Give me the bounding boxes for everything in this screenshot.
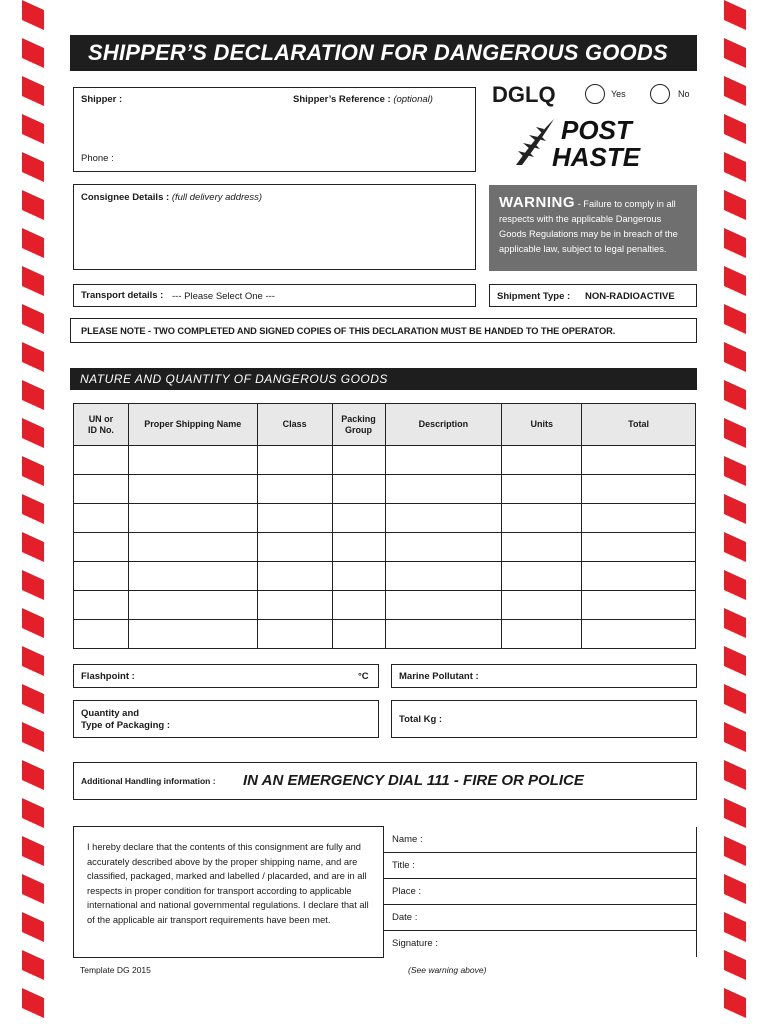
table-cell[interactable]: [385, 591, 502, 620]
transport-details-field[interactable]: [73, 284, 476, 307]
form-title: SHIPPER’S DECLARATION FOR DANGEROUS GOODS: [88, 40, 668, 65]
shipment-type-label: Shipment Type :: [497, 291, 571, 302]
table-cell[interactable]: [128, 504, 257, 533]
logo-text-haste: HASTE: [552, 142, 641, 169]
col-units: Units: [502, 404, 582, 446]
table-cell[interactable]: [502, 475, 582, 504]
dglq-no-label: No: [678, 89, 690, 99]
col-total: Total: [582, 404, 696, 446]
notice-text: PLEASE NOTE - TWO COMPLETED AND SIGNED COPIES OF THIS DECLARATION MUST BE HANDED TO THE OPERATOR.: [81, 326, 616, 336]
table-cell[interactable]: [74, 475, 129, 504]
table-cell[interactable]: [74, 533, 129, 562]
table-cell[interactable]: [502, 504, 582, 533]
nature-section-bar: [70, 368, 697, 390]
table-cell[interactable]: [332, 620, 385, 649]
table-cell[interactable]: [502, 446, 582, 475]
handling-label: Additional Handling information :: [81, 776, 216, 786]
table-cell[interactable]: [582, 504, 696, 533]
consignee-label: Consignee Details : (full delivery address): [81, 192, 263, 203]
table-row: [74, 562, 696, 591]
col-un-id: UN or ID No.: [74, 404, 129, 446]
place-field[interactable]: [383, 879, 697, 905]
table-cell[interactable]: [332, 562, 385, 591]
signature-field[interactable]: [383, 931, 697, 957]
shipment-type-value[interactable]: NON-RADIOACTIVE: [585, 291, 675, 302]
date-label: Date :: [392, 912, 418, 923]
table-cell[interactable]: [582, 446, 696, 475]
table-cell[interactable]: [582, 591, 696, 620]
post-haste-logo: [514, 113, 669, 169]
place-label: Place :: [392, 886, 422, 897]
table-cell[interactable]: [332, 533, 385, 562]
table-row: [74, 475, 696, 504]
col-proper-shipping-name: Proper Shipping Name: [128, 404, 257, 446]
table-cell[interactable]: [385, 620, 502, 649]
table-cell[interactable]: [385, 533, 502, 562]
warning-box: [489, 185, 697, 271]
flashpoint-label: Flashpoint :: [81, 671, 135, 682]
flashpoint-field[interactable]: [73, 664, 379, 688]
notice-box: [70, 318, 697, 343]
table-row: [74, 504, 696, 533]
shipper-box[interactable]: [73, 87, 476, 172]
dglq-label: DGLQ: [492, 82, 556, 107]
table-cell[interactable]: [332, 446, 385, 475]
table-cell[interactable]: [74, 504, 129, 533]
table-cell[interactable]: [128, 475, 257, 504]
warning-text: - Failure to comply in all respects with the applicable Dangerous Goods Regulations may be in breach of the applicable law, subject to legal penalties.: [499, 199, 678, 254]
table-cell[interactable]: [257, 591, 332, 620]
table-cell[interactable]: [385, 504, 502, 533]
dangerous-goods-table: [73, 403, 696, 649]
template-footer: Template DG 2015: [80, 965, 151, 975]
name-label: Name :: [392, 834, 423, 845]
shipment-type-field[interactable]: [489, 284, 697, 307]
table-cell[interactable]: [332, 504, 385, 533]
dglq-no-radio[interactable]: [650, 84, 670, 104]
date-field[interactable]: [383, 905, 697, 931]
quantity-packaging-field[interactable]: [73, 700, 379, 738]
table-cell[interactable]: [257, 562, 332, 591]
table-row: [74, 446, 696, 475]
table-cell[interactable]: [128, 562, 257, 591]
table-cell[interactable]: [502, 620, 582, 649]
table-header-row: [74, 404, 696, 446]
phone-label: Phone :: [81, 153, 114, 164]
table-cell[interactable]: [385, 562, 502, 591]
warning-title: WARNING: [499, 194, 575, 211]
consignee-box[interactable]: [73, 184, 476, 270]
table-cell[interactable]: [257, 475, 332, 504]
table-cell[interactable]: [502, 562, 582, 591]
table-cell[interactable]: [74, 591, 129, 620]
table-cell[interactable]: [74, 562, 129, 591]
quantity-label-line1: Quantity and: [81, 708, 140, 719]
flashpoint-unit: °C: [358, 671, 369, 682]
table-cell[interactable]: [128, 620, 257, 649]
table-cell[interactable]: [74, 620, 129, 649]
signature-label: Signature :: [392, 938, 438, 949]
red-white-border-left: [22, 0, 44, 1024]
fern-icon: [516, 119, 554, 165]
table-cell[interactable]: [502, 533, 582, 562]
table-cell[interactable]: [582, 562, 696, 591]
table-cell[interactable]: [332, 475, 385, 504]
table-cell[interactable]: [385, 475, 502, 504]
transport-label: Transport details :: [81, 290, 164, 301]
quantity-label-line2: Type of Packaging :: [81, 720, 171, 731]
red-white-border-right: [724, 0, 746, 1024]
total-kg-field[interactable]: [391, 700, 697, 738]
table-cell[interactable]: [128, 591, 257, 620]
title-label: Title :: [392, 860, 415, 871]
title-field[interactable]: [383, 853, 697, 879]
table-cell[interactable]: [128, 533, 257, 562]
table-cell[interactable]: [74, 446, 129, 475]
emergency-text: IN AN EMERGENCY DIAL 111 - FIRE OR POLICE: [243, 772, 584, 789]
logo-text-post: POST: [561, 115, 632, 145]
name-field[interactable]: [383, 827, 697, 853]
warning-footer-note: (See warning above): [408, 965, 487, 975]
table-cell[interactable]: [332, 591, 385, 620]
transport-select[interactable]: --- Please Select One ---: [172, 291, 275, 302]
table-row: [74, 591, 696, 620]
col-description: Description: [385, 404, 502, 446]
total-kg-label: Total Kg :: [399, 714, 443, 725]
table-cell[interactable]: [582, 475, 696, 504]
col-class: Class: [257, 404, 332, 446]
table-cell[interactable]: [582, 533, 696, 562]
table-cell[interactable]: [257, 504, 332, 533]
dglq-yes-radio[interactable]: [585, 84, 605, 104]
table-cell[interactable]: [385, 446, 502, 475]
table-cell[interactable]: [257, 533, 332, 562]
dglq-yes-label: Yes: [611, 89, 626, 99]
table-cell[interactable]: [582, 620, 696, 649]
table-cell[interactable]: [128, 446, 257, 475]
col-packing-group: Packing Group: [332, 404, 385, 446]
table-cell[interactable]: [257, 620, 332, 649]
table-row: [74, 533, 696, 562]
nature-section-title: NATURE AND QUANTITY OF DANGEROUS GOODS: [80, 372, 388, 386]
shipper-label: Shipper :: [81, 94, 123, 105]
shipper-reference-label: Shipper’s Reference : (optional): [293, 94, 433, 105]
declaration-text: I hereby declare that the contents of this consignment are fully and accurately described above by the proper shipping name, and are classified, packaged, marked and labelled / placarded, and are in all respects in proper condition for transport according to applicable international and national governmental regulations. I declare that all of the applicable air transport requirements have been met.: [87, 842, 369, 925]
table-row: [74, 620, 696, 649]
form-title-bar: [70, 35, 697, 71]
table-cell[interactable]: [257, 446, 332, 475]
marine-pollutant-field[interactable]: [391, 664, 697, 688]
marine-pollutant-label: Marine Pollutant :: [399, 671, 479, 682]
table-cell[interactable]: [502, 591, 582, 620]
